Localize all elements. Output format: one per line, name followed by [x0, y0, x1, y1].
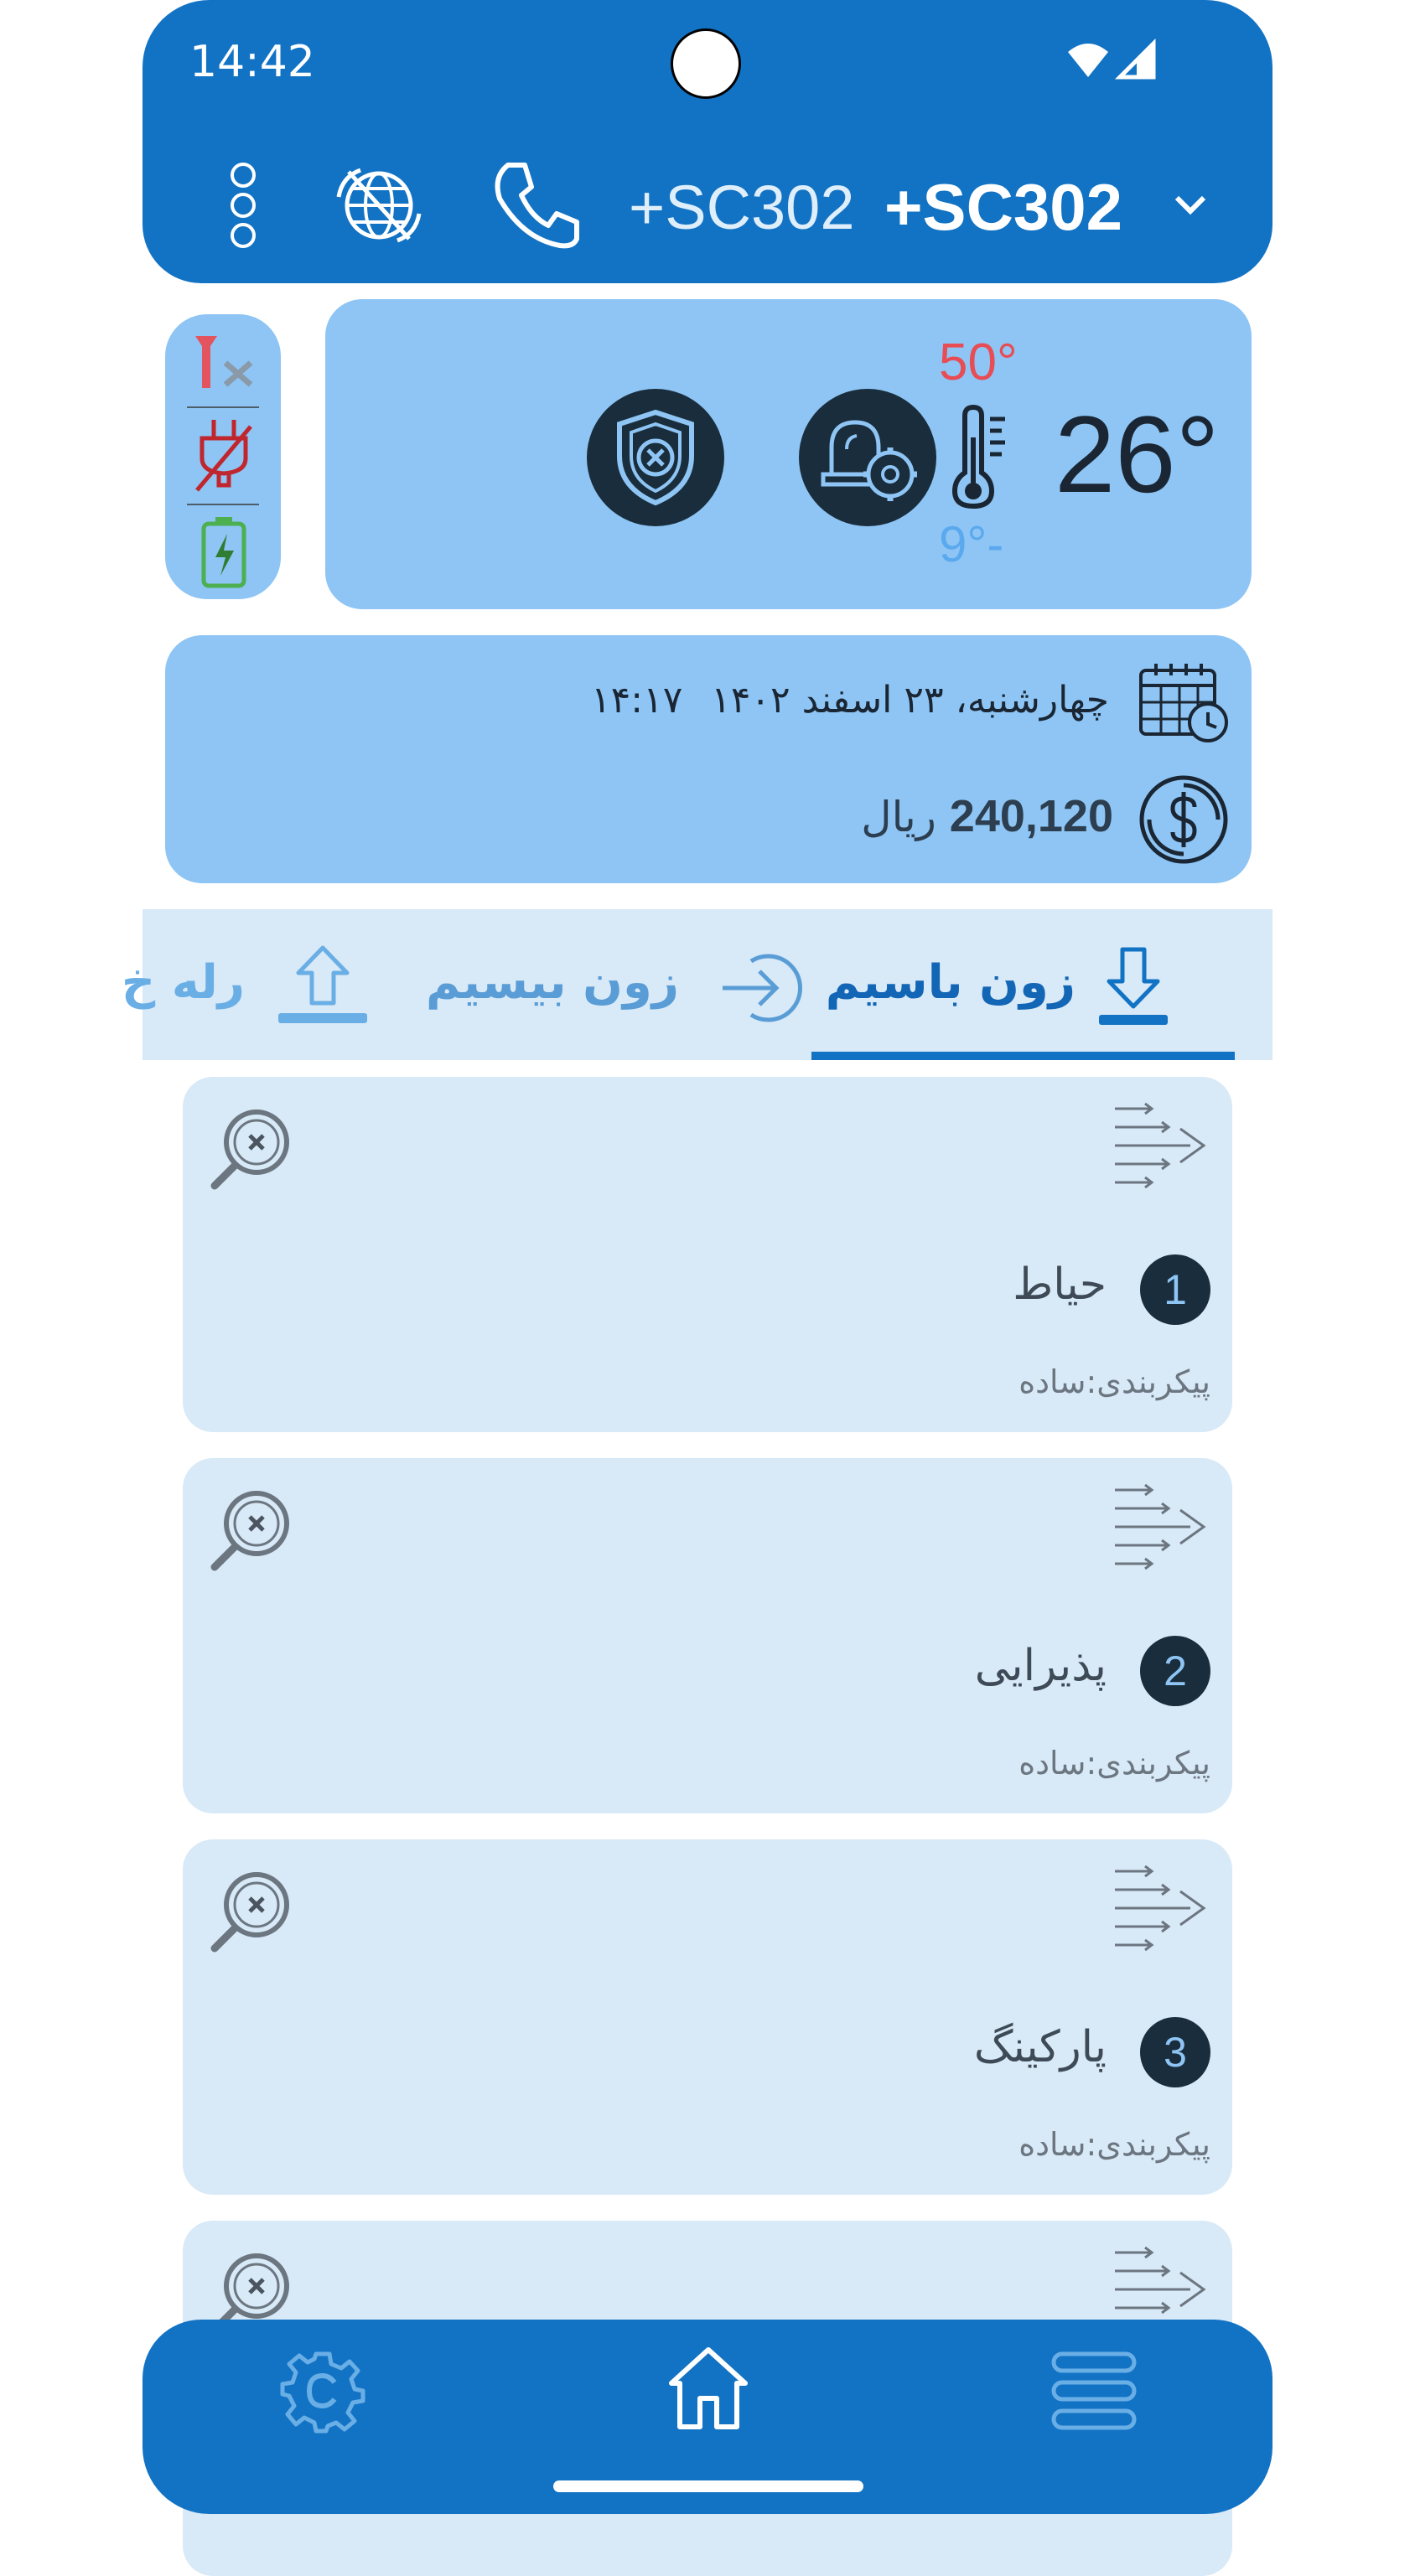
temperature-card: [325, 299, 1252, 609]
zone-name: پذیرایی: [974, 1641, 1107, 1691]
credit-balance: [861, 790, 1113, 842]
zone-config: پیکربندی:ساده: [1018, 2126, 1210, 2163]
current-time: ۱۴:۱۷: [591, 679, 683, 722]
coin-dollar-icon: [1138, 773, 1230, 866]
temperature-current: 26°: [1055, 393, 1220, 515]
zone-config: پیکربندی:ساده: [1018, 1363, 1210, 1400]
bypass-arrows-icon: [1110, 1480, 1210, 1580]
top-app-bar: [143, 0, 1272, 283]
nav-home[interactable]: [662, 2338, 754, 2439]
zone-number-badge: 1: [1140, 1254, 1210, 1325]
bypass-arrows-icon: [1110, 1861, 1210, 1962]
zone-number-badge: 3: [1140, 2017, 1210, 2087]
zone-card[interactable]: [183, 1458, 1232, 1813]
status-time: 14:42: [189, 37, 315, 87]
bottom-navigation: [143, 2320, 1272, 2514]
zone-number-badge: 2: [1140, 1636, 1210, 1706]
phone-screen: [121, 0, 1272, 2514]
current-date: چهارشنبه، ۲۳ اسفند ۱۴۰۲: [711, 679, 1109, 722]
globe-sync-off-icon: [330, 163, 428, 247]
download-tray-icon: [1097, 946, 1169, 1027]
zone-tabs: [121, 909, 1272, 1060]
front-camera: [671, 28, 741, 99]
cell-signal-icon: [1118, 42, 1155, 79]
chevron-down-icon: [1172, 193, 1209, 218]
search-off-icon[interactable]: [208, 1868, 295, 1955]
battery-charging-icon: [200, 515, 247, 589]
home-indicator: [553, 2480, 863, 2492]
temperature-high: 50°: [939, 334, 1018, 391]
tab-label: زون بیسیم: [426, 955, 679, 1010]
tab-wireless-zones[interactable]: [428, 909, 805, 1052]
nav-settings[interactable]: [277, 2345, 369, 2437]
phone-icon: [490, 158, 583, 252]
zone-name: حیاط: [1013, 1260, 1107, 1310]
home-icon: [665, 2343, 752, 2434]
balance-amount: 240,120: [949, 791, 1113, 841]
tab-label: رله خ: [121, 955, 245, 1010]
shield-x-icon: [609, 407, 702, 508]
tab-label: زون باسیم: [825, 955, 1076, 1010]
active-tab-indicator: [811, 1052, 1235, 1060]
more-button[interactable]: [210, 159, 277, 251]
calendar-clock-icon: [1136, 660, 1230, 744]
wifi-icon: [1066, 42, 1110, 79]
zone-card[interactable]: [183, 1077, 1232, 1432]
zone-config: پیکربندی:ساده: [1018, 1745, 1210, 1782]
more-vertical-icon: [226, 162, 260, 249]
bypass-arrows-icon: [1110, 1099, 1210, 1199]
tab-wired-zones[interactable]: [811, 909, 1235, 1052]
zone-name: پارکینگ: [973, 2022, 1107, 2072]
status-icons: [1066, 42, 1155, 79]
device-title[interactable]: +SC302: [884, 170, 1123, 244]
antenna-off-icon: [187, 329, 262, 391]
search-off-icon[interactable]: [208, 1105, 295, 1192]
login-arrow-icon: [718, 949, 805, 1027]
device-dropdown[interactable]: [1165, 176, 1215, 235]
connection-sync-button[interactable]: [329, 159, 429, 251]
system-status-card: [165, 314, 281, 599]
nav-list[interactable]: [1048, 2345, 1140, 2437]
zone-card[interactable]: [183, 1839, 1232, 2195]
temperature-low: 9°-: [939, 516, 1004, 572]
status-divider: [187, 504, 259, 505]
power-plug-off-icon: [194, 416, 254, 497]
search-off-icon[interactable]: [208, 1487, 295, 1574]
balance-unit: ریال: [861, 793, 936, 841]
call-button[interactable]: [486, 155, 587, 256]
upload-tray-icon: [277, 943, 369, 1027]
siren-settings-button[interactable]: [799, 389, 936, 526]
device-title-secondary: +SC302: [629, 173, 855, 242]
tab-relays[interactable]: [121, 909, 369, 1052]
list-stack-icon: [1050, 2351, 1138, 2431]
thermometer-icon: [950, 404, 1013, 510]
settings-c-icon: [281, 2349, 365, 2433]
info-card: [165, 635, 1252, 883]
siren-gear-icon: [813, 407, 922, 508]
status-divider: [187, 406, 259, 408]
security-disarm-button[interactable]: [587, 389, 724, 526]
